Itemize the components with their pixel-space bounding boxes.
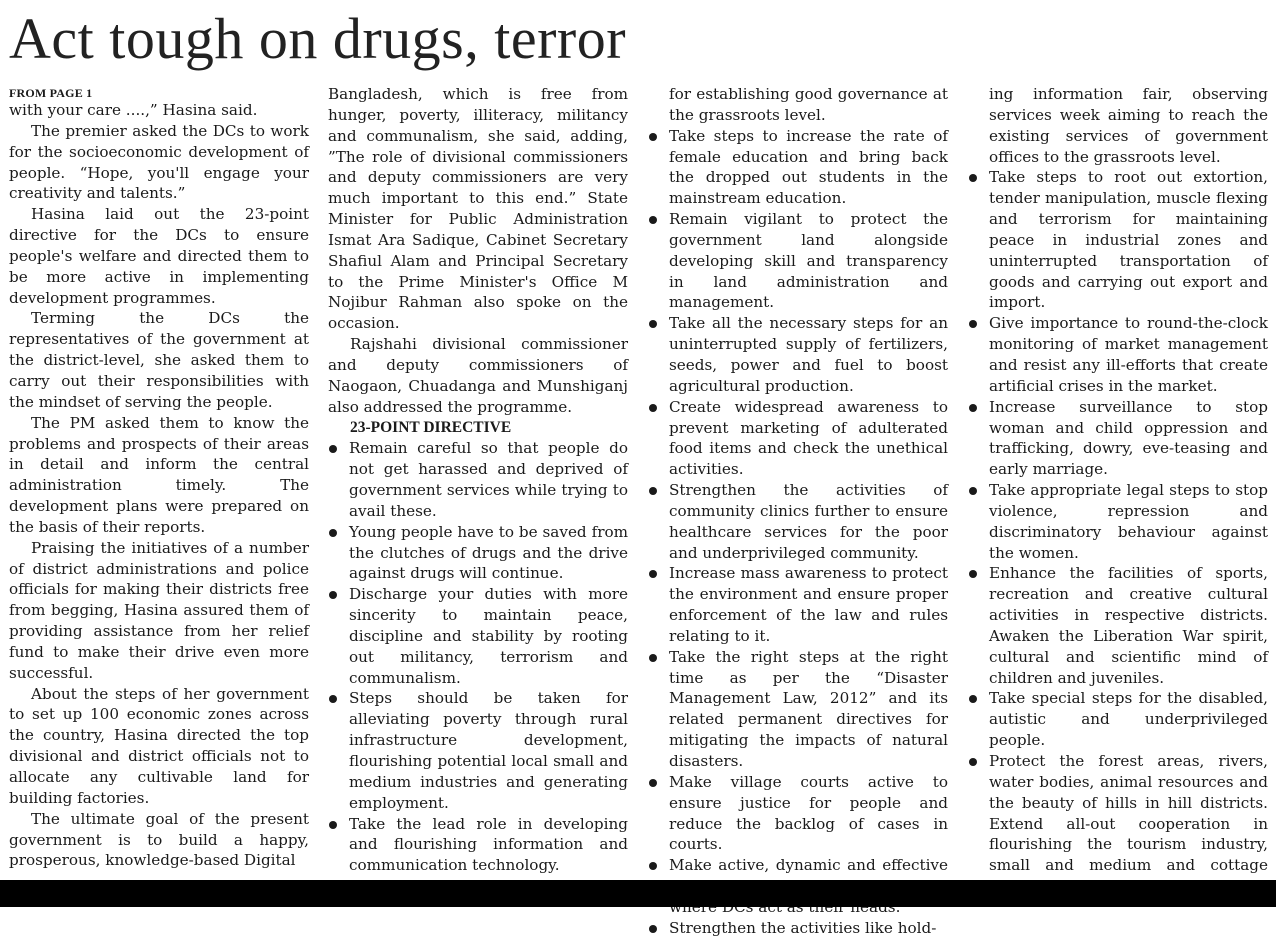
directive-item: Take special steps for the disabled, autistic and underprivileged people.: [968, 688, 1268, 751]
directive-item: Take steps to root out extortion, tender manipulation, muscle flexing and terrorism for maintaining peace in industrial zones and uninterrupted transportation of goods and carrying out export and import.: [968, 167, 1268, 313]
bullet-icon: [969, 174, 977, 182]
article-column-2: [328, 84, 628, 897]
directive-item: Steps should be taken for alleviating poverty through rural infrastructure development, flourishing potential local small and medium industries and generating employment.: [328, 688, 628, 813]
directive-list: [648, 84, 948, 939]
directive-item: Take all the necessary steps for an uninterrupted supply of fertilizers, seeds, power and fuel to boost agricultural production.: [648, 313, 948, 396]
bullet-icon: [649, 487, 657, 495]
bullet-icon: [649, 216, 657, 224]
directive-item: Enhance the facilities of sports, recreation and creative cultural activities in respective districts. Awaken the Liberation War spirit, cultural and scientific mind of children and juveniles.: [968, 563, 1268, 688]
directive-item-continued: ing information fair, observing services week aiming to reach the existing services of government offices to the grassroots level.: [989, 85, 1268, 166]
body-paragraph: with your care ....,” Hasina said.: [9, 101, 258, 119]
bullet-icon: [329, 445, 337, 453]
bullet-icon: [329, 529, 337, 537]
directive-item: Create widespread awareness to prevent marketing of adulterated food items and check the unethical activities.: [648, 397, 948, 480]
directive-item: Take the right steps at the right time as per the “Disaster Management Law, 2012” and its related permanent directives for mitigating the impacts of natural disasters.: [648, 647, 948, 772]
directive-item: Protect the forest areas, rivers, water bodies, animal resources and the beauty of hills in hill districts. Extend all-out cooperation in flourishing the tourism industry, small and medium and cottage: [968, 751, 1268, 897]
bullet-icon: [649, 779, 657, 787]
body-paragraph: About the steps of her government to set up 100 economic zones across the country, Hasina directed the top divisional and district officials not to allocate any cultivable land for building factories.: [9, 684, 309, 807]
bullet-icon: [649, 133, 657, 141]
bullet-icon: [649, 570, 657, 578]
directive-item: Give importance to round-the-clock monitoring of market management and resist any ill-efforts that create artificial crises in the market.: [968, 313, 1268, 396]
article-column-1: [9, 84, 309, 871]
bullet-icon: [649, 862, 657, 870]
body-paragraph: Praising the initiatives of a number of district administrations and police officials for making their districts free from begging, Hasina assured them of providing assistance from her relief fund to make their drive even more successful.: [9, 538, 309, 682]
directive-item: Strengthen the activities of community clinics further to ensure healthcare services for the poor and underprivileged community.: [648, 480, 948, 563]
directive-item: Take steps to increase the rate of female education and bring back the dropped out students in the mainstream education.: [648, 126, 948, 209]
directive-item: Remain careful so that people do not get harassed and deprived of government services while trying to avail these.: [328, 438, 628, 521]
directive-list: [968, 84, 1268, 897]
directive-item: Increase surveillance to stop woman and child oppression and trafficking, dowry, eve-teasing and early marriage.: [968, 397, 1268, 480]
bullet-icon: [969, 570, 977, 578]
directive-item: Strengthen the activities like hold-: [648, 918, 948, 939]
body-paragraph: Hasina laid out the 23-point directive for the DCs to ensure people's welfare and directed them to be more active in implementing development programmes.: [9, 205, 309, 307]
directive-item-continued: for establishing good governance at the grassroots level.: [669, 85, 948, 124]
directive-item: Make village courts active to ensure justice for people and reduce the backlog of cases in courts.: [648, 772, 948, 855]
bullet-icon: [329, 591, 337, 599]
directive-item: Take appropriate legal steps to stop violence, repression and discriminatory behaviour against the women.: [968, 480, 1268, 563]
bullet-icon: [969, 758, 977, 766]
body-paragraph: The ultimate goal of the present government is to build a happy, prosperous, knowledge-based Digital: [9, 809, 309, 870]
directive-item: Take the lead role in developing and flourishing information and communication technology.: [328, 814, 628, 877]
body-paragraph: The PM asked them to know the problems and prospects of their areas in detail and inform the central administration timely. The development plans were prepared on the basis of their reports.: [9, 413, 309, 536]
directive-item: Young people have to be saved from the clutches of drugs and the drive against drugs will continue.: [328, 522, 628, 585]
directive-list: [328, 438, 628, 897]
body-paragraph: Bangladesh, which is free from hunger, poverty, illiteracy, militancy and communalism, she said, adding, ”The role of divisional commissioners and deputy commissioners are very much important to this end.” State Minister for Public Administration Ismat Ara Sadique, Cabinet Secretary Shafiul Alam and Principal Secretary to the Prime Minister's Office M Nojibur Rahman also spoke on the occasion.: [328, 85, 628, 333]
directive-item: Discharge your duties with more sincerity to maintain peace, discipline and stability by rooting out militancy, terrorism and communalism.: [328, 584, 628, 688]
page-continuation-kicker: FROM PAGE 1: [9, 86, 93, 100]
article-column-4: [968, 84, 1268, 897]
body-paragraph: The premier asked the DCs to work for the socioeconomic development of people. “Hope, you'll engage your creativity and talents.”: [9, 121, 309, 203]
bullet-icon: [969, 404, 977, 412]
bullet-icon: [969, 487, 977, 495]
bullet-icon: [969, 695, 977, 703]
headline: Act tough on drugs, terror: [9, 6, 627, 71]
article-column-3: [648, 84, 948, 939]
bullet-icon: [649, 925, 657, 933]
bottom-black-bar: [0, 880, 1276, 907]
bullet-icon: [649, 654, 657, 662]
directive-item: Make active, dynamic and effective: [648, 855, 948, 918]
directive-item: Increase mass awareness to protect the environment and ensure proper enforcement of the law and rules relating to it.: [648, 563, 948, 646]
bullet-icon: [649, 404, 657, 412]
bullet-icon: [969, 320, 977, 328]
bullet-icon: [329, 695, 337, 703]
bullet-icon: [649, 320, 657, 328]
directive-item: Remain vigilant to protect the government land alongside developing skill and transparency in land administration and management.: [648, 209, 948, 313]
body-paragraph: Rajshahi divisional commissioner and deputy commissioners of Naogaon, Chuadanga and Munshiganj also addressed the programme.: [328, 335, 628, 416]
bullet-icon: [329, 821, 337, 829]
section-subhead: 23-POINT DIRECTIVE: [350, 418, 512, 436]
body-paragraph: Terming the DCs the representatives of the government at the district-level, she asked them to carry out their responsibilities with the mindset of serving the people.: [9, 309, 309, 411]
